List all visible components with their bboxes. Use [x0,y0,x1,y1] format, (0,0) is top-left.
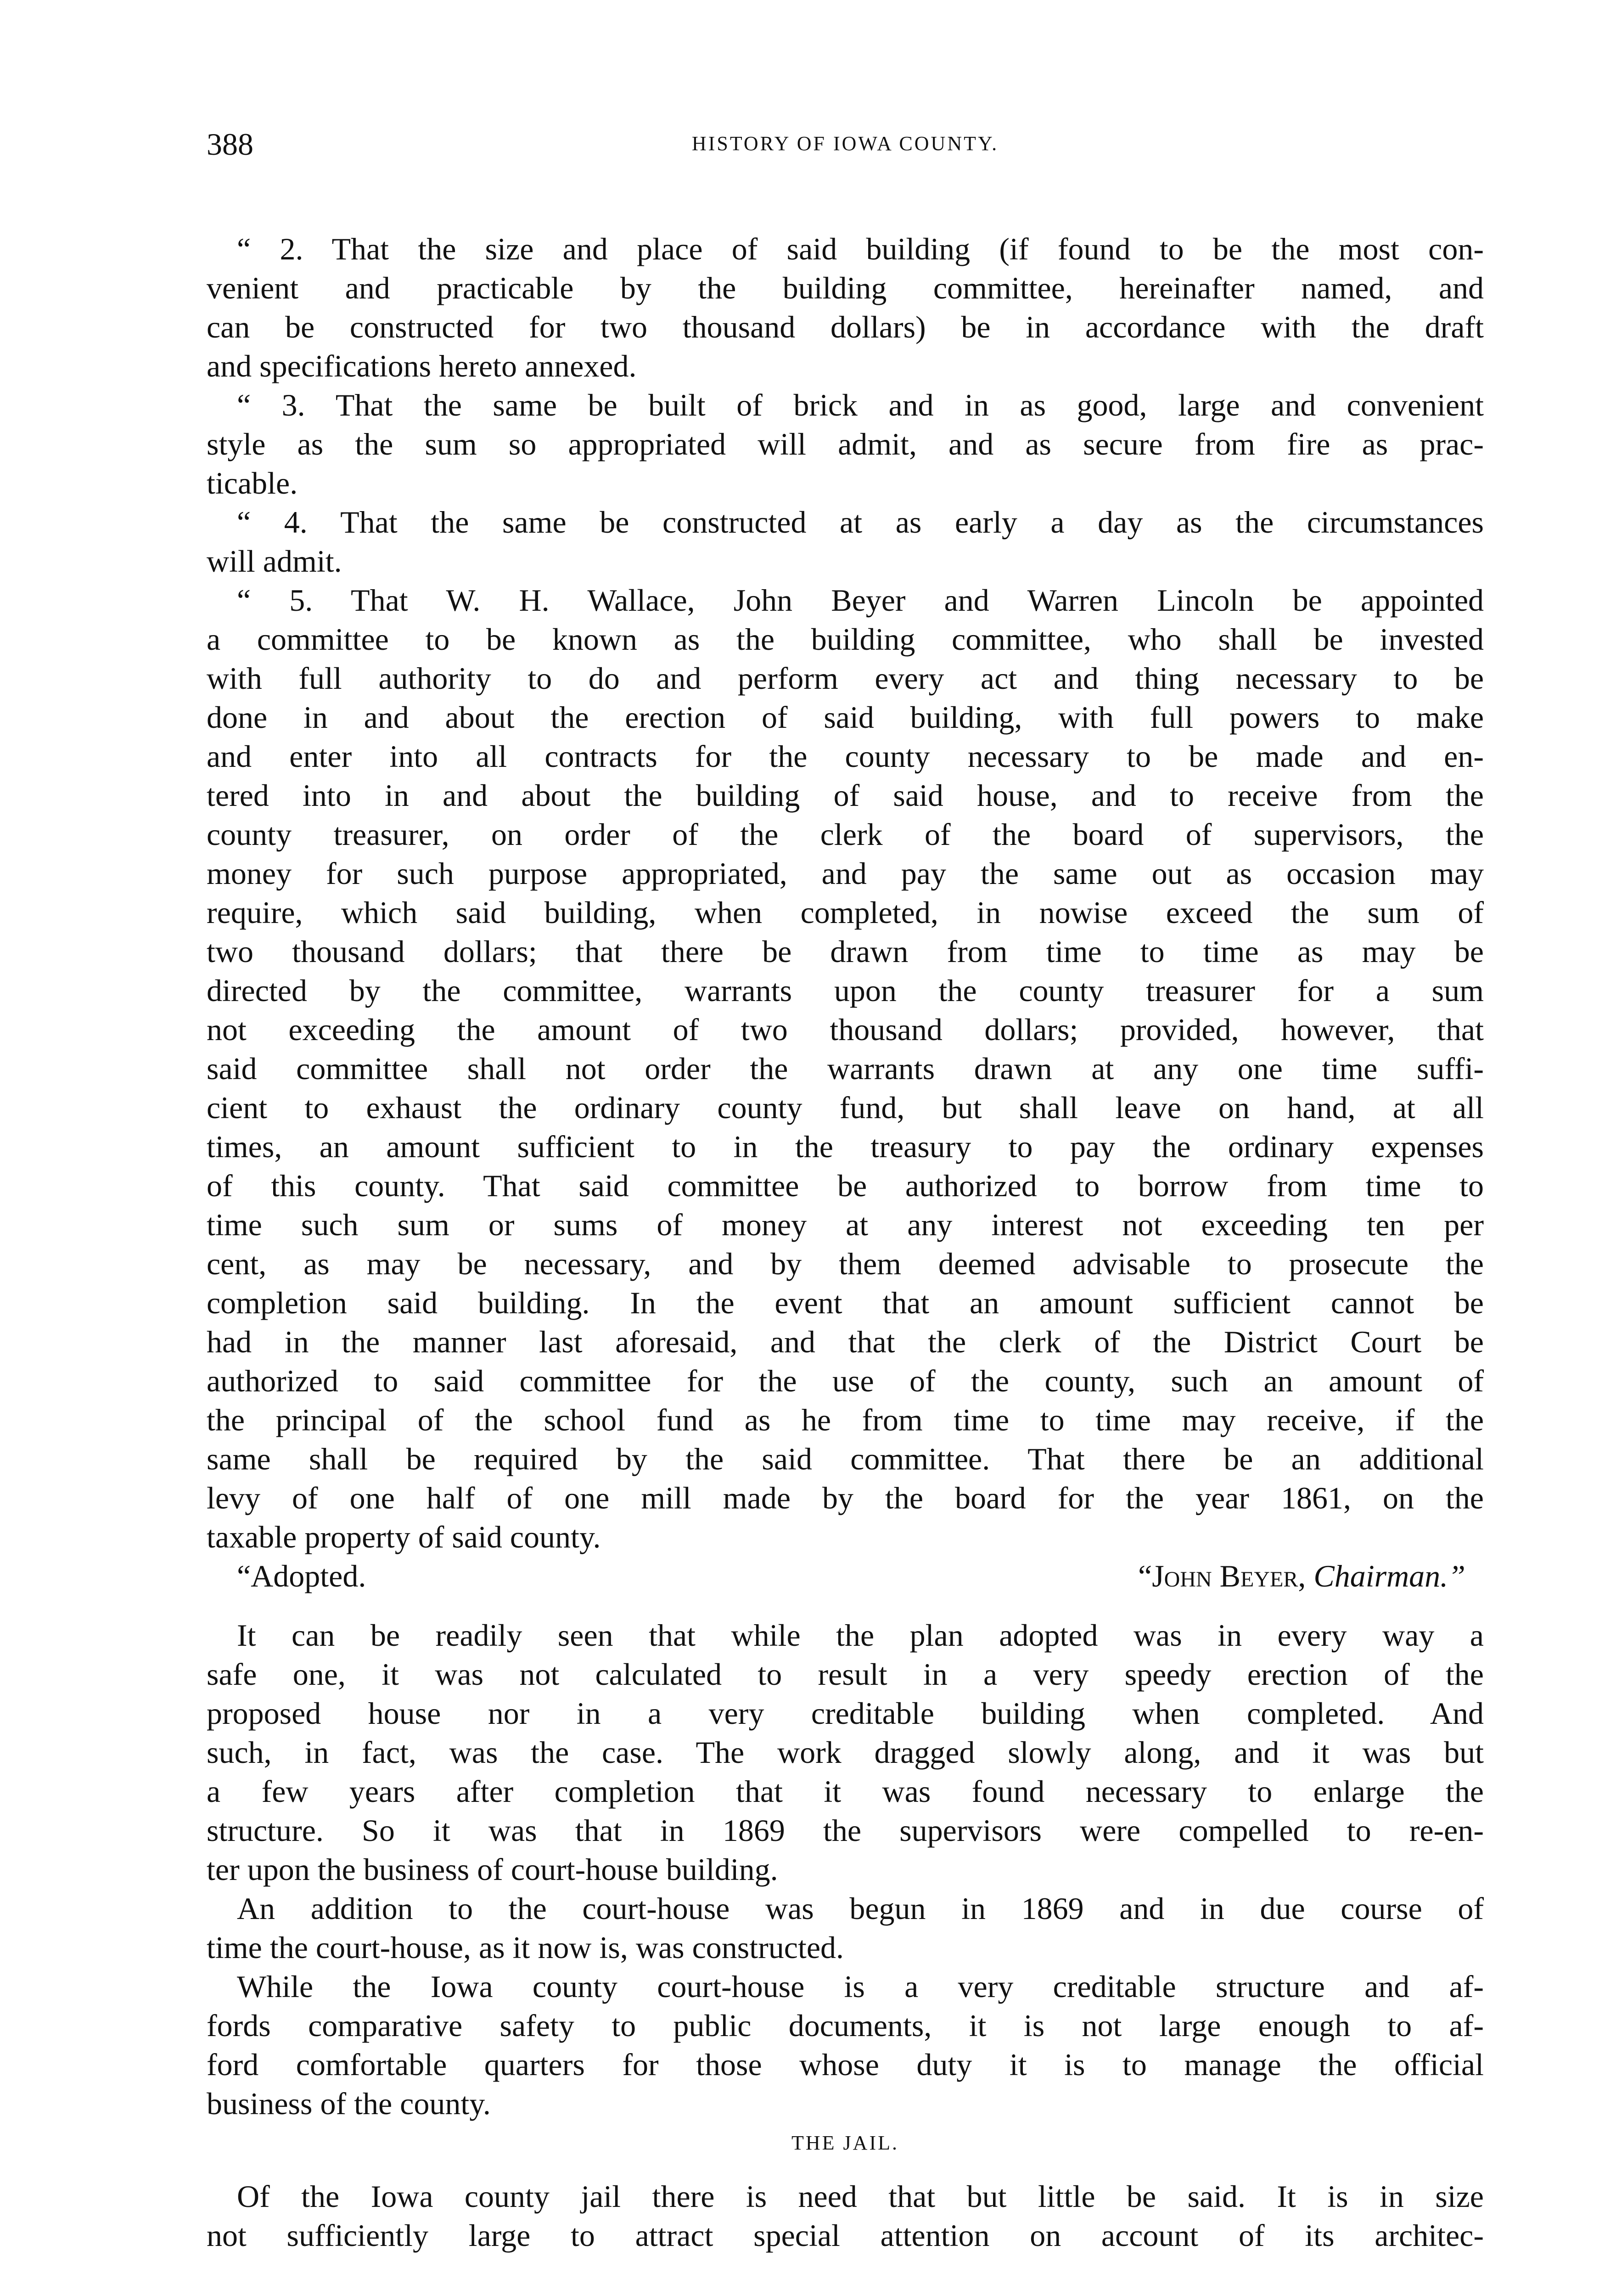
text-line: taxable property of said county. [207,1519,601,1554]
text-line: tered into in and about the building of said house, and to receive from the [207,778,1484,813]
text-line: Of the Iowa county jail there is need that but little be said. It is in size [237,2179,1484,2214]
text-line: ter upon the business of court-house building. [207,1852,778,1887]
page-header [207,126,1484,168]
text-line: proposed house nor in a very creditable building when completed. And [207,1696,1484,1731]
paragraph [207,1616,1484,1889]
paragraph [207,2177,1484,2255]
text-line: “ 4. That the same be constructed at as early a day as the circumstances [237,505,1484,540]
running-title: HISTORY OF IOWA COUNTY. [691,132,999,155]
text-line: levy of one half of one mill made by the board for the year 1861, on the [207,1480,1484,1515]
page-number: 388 [207,127,253,162]
body-text [207,230,1484,2255]
text-line: two thousand dollars; that there be drawn from time to time as may be [207,934,1484,969]
text-line: It can be readily seen that while the plan adopted was in every way a [237,1618,1484,1653]
narrative-paragraphs [207,1616,1484,2123]
text-line: same shall be required by the said committee. That there be an additional [207,1441,1484,1476]
text-line: “ 2. That the size and place of said building (if found to be the most con- [237,231,1484,266]
text-line: authorized to said committee for the use of the county, such an amount of [207,1363,1484,1398]
text-line: had in the manner last aforesaid, and that the clerk of the District Court be [207,1324,1484,1359]
text-line: structure. So it was that in 1869 the supervisors were compelled to re-en- [207,1813,1484,1848]
section-heading-jail: THE JAIL. [791,2132,899,2154]
paragraph [207,581,1484,1557]
text-line: will admit. [207,544,342,579]
paragraph [207,1889,1484,1967]
resolution-clauses [207,230,1484,1557]
text-line: “ 5. That W. H. Wallace, John Beyer and Warren Lincoln be appointed [237,583,1484,618]
text-line: and enter into all contracts for the county necessary to be made and en- [207,739,1484,774]
chairman-title: Chairman.” [1313,1559,1465,1593]
text-line: with full authority to do and perform every act and thing necessary to be [207,661,1484,696]
paragraph [207,503,1484,581]
text-line: such, in fact, was the case. The work dragged slowly along, and it was but [207,1735,1484,1770]
text-line: completion said building. In the event that an amount sufficient cannot be [207,1285,1484,1320]
text-line: money for such purpose appropriated, and pay the same out as occasion may [207,856,1484,891]
text-line: of this county. That said committee be authorized to borrow from time to [207,1168,1484,1203]
text-line: not exceeding the amount of two thousand dollars; provided, however, that [207,1012,1484,1047]
text-line: require, which said building, when completed, in nowise exceed the sum of [207,895,1484,930]
text-line: ford comfortable quarters for those whose duty it is to manage the official [207,2047,1484,2082]
text-line: cent, as may be necessary, and by them deemed advisable to prosecute the [207,1246,1484,1281]
text-line: While the Iowa county court-house is a very creditable structure and af- [237,1969,1484,2004]
chairman-signature [1138,1557,1465,1596]
text-line: style as the sum so appropriated will admit, and as secure from fire as prac- [207,427,1484,461]
text-line: a few years after completion that it was found necessary to enlarge the [207,1774,1484,1809]
text-line: directed by the committee, warrants upon the county treasurer for a sum [207,973,1484,1008]
text-line: cient to exhaust the ordinary county fund, but shall leave on hand, at all [207,1090,1484,1125]
text-line: not sufficiently large to attract special attention on account of its architec- [207,2218,1484,2253]
text-line: times, an amount sufficient to in the treasury to pay the ordinary expenses [207,1129,1484,1164]
text-line: done in and about the erection of said building, with full powers to make [207,700,1484,735]
text-line: can be constructed for two thousand dollars) be in accordance with the draft [207,310,1484,344]
text-line: venient and practicable by the building committee, hereinafter named, and [207,270,1484,305]
signature-line [207,1557,1484,1596]
text-line: business of the county. [207,2086,491,2121]
jail-paragraphs [207,2177,1484,2255]
open-quote: “ [1138,1559,1152,1593]
text-line: county treasurer, on order of the clerk of the board of supervisors, the [207,817,1484,852]
text-line: time the court-house, as it now is, was constructed. [207,1930,844,1965]
adopted-label: “Adopted. [237,1559,366,1593]
chairman-name: John Beyer [1152,1559,1298,1593]
text-line: the principal of the school fund as he from time to time may receive, if the [207,1402,1484,1437]
text-line: fords comparative safety to public documents, it is not large enough to af- [207,2008,1484,2043]
text-line: and specifications hereto annexed. [207,349,637,383]
paragraph [207,386,1484,503]
comma: , [1298,1559,1314,1593]
paragraph [207,230,1484,386]
text-line: time such sum or sums of money at any interest not exceeding ten per [207,1207,1484,1242]
text-line: a committee to be known as the building committee, who shall be invested [207,622,1484,657]
text-line: “ 3. That the same be built of brick and in as good, large and convenient [237,388,1484,422]
text-line: ticable. [207,466,298,501]
text-line: safe one, it was not calculated to result in a very speedy erection of the [207,1657,1484,1692]
text-line: said committee shall not order the warrants drawn at any one time suffi- [207,1051,1484,1086]
paragraph [207,1967,1484,2123]
text-line: An addition to the court-house was begun in 1869 and in due course of [237,1891,1484,1926]
